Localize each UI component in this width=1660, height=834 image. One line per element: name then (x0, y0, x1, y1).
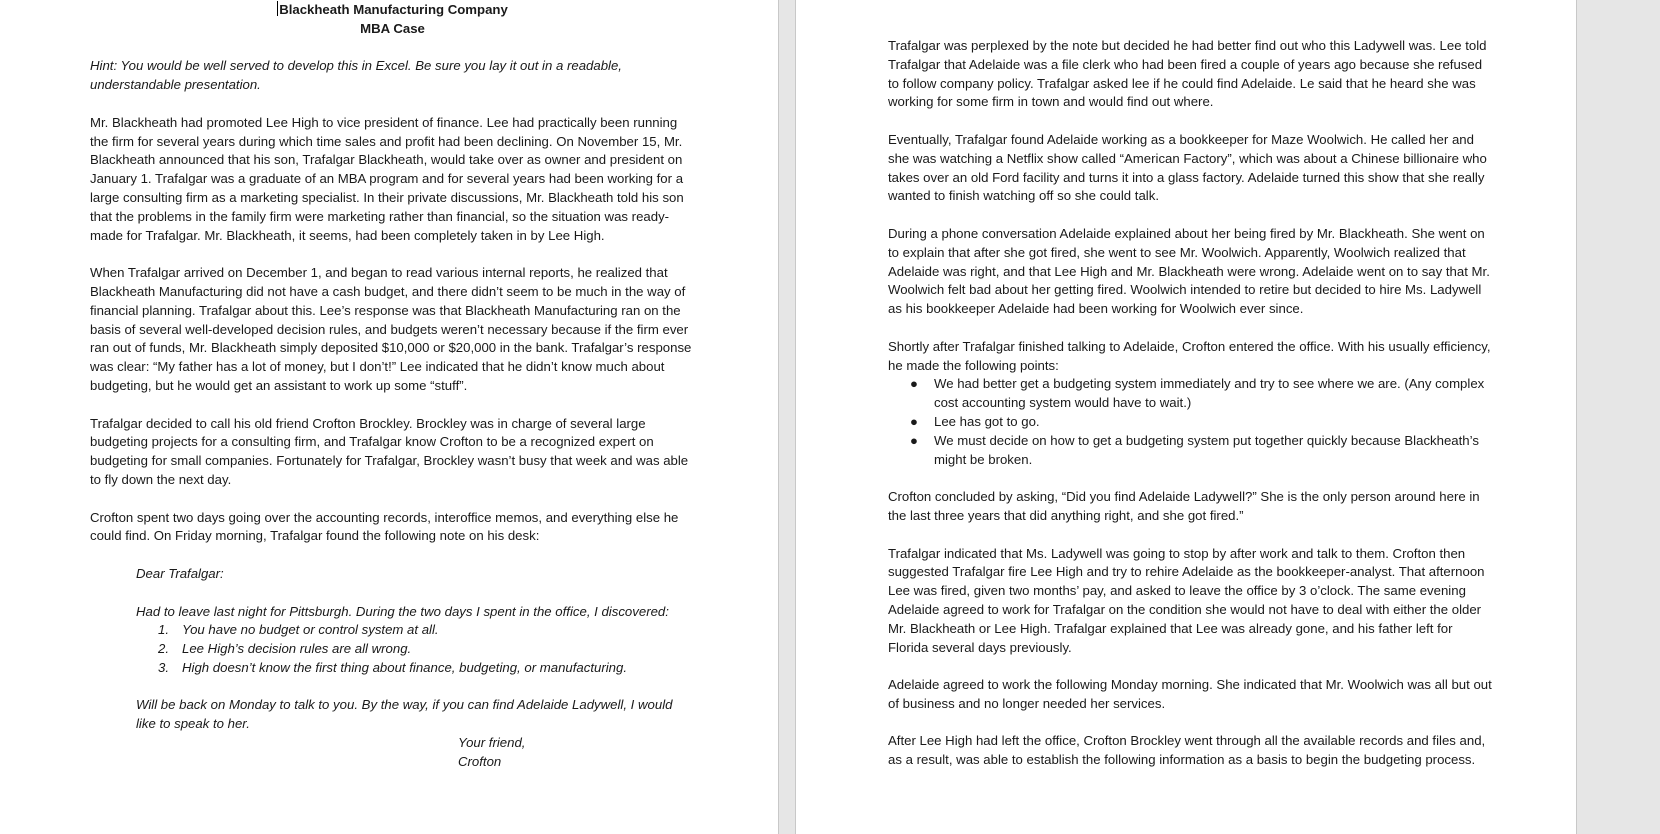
body-paragraph: After Lee High had left the office, Crofton Brockley went through all the available records and files and, as a result, was able to establish the following information as a basis to begin the budgeting process. (888, 733, 1486, 768)
bullet-text: Lee has got to go. (934, 413, 1040, 429)
document-page-2[interactable] (796, 0, 1577, 834)
body-paragraph: Mr. Blackheath had promoted Lee High to vice president of finance. Lee had practically been running the firm for several years during which time sales and profit had been declining. On November 15, Mr. Blackheath announced that his son, Trafalgar Blackheath, would take over as owner and president on January 1. Trafalgar was a graduate of an MBA program and for several years had been working for a large consulting firm as a marketing specialist. In their private discussions, Mr. Blackheath told his son that the problems in the family firm were marketing rather than financial, so the situation was ready-made for Trafalgar. Mr. Blackheath, it seems, had been completely taken in by Lee High. (90, 114, 684, 243)
list-number: 1. (158, 622, 169, 638)
body-paragraph: Trafalgar indicated that Ms. Ladywell was going to stop by after work and talk to them. Crofton then suggested Trafalgar fire Lee High and try to rehire Adelaide as the bookkeeper-analyst. That afternoon Lee was fired, given two months’ pay, and asked to leave the office by 3 o’clock. The same evening Adelaide agreed to work for Trafalgar on the condition she would not have to deal with either the older Mr. Blackheath or Lee High. Trafalgar explained that Lee was already gone, and his father left for Florida several days previously. (888, 545, 1485, 655)
letter-numbered-list (136, 621, 695, 677)
list-item (136, 640, 695, 659)
points-bullet-list (888, 375, 1495, 469)
page-gutter (778, 0, 796, 834)
list-item-text: High doesn’t know the first thing about finance, budgeting, or manufacturing. (182, 659, 627, 675)
note-letter (136, 565, 695, 734)
document-page-1[interactable] (0, 0, 778, 834)
list-number: 3. (158, 659, 169, 675)
list-item-text: Lee High’s decision rules are all wrong. (182, 641, 412, 657)
bullet-text: We must decide on how to get a budgeting system put together quickly because Blackheath’s might be broken. (934, 432, 1479, 467)
bullet-icon: ● (910, 413, 918, 429)
list-item (136, 659, 695, 678)
letter-greeting: Dear Trafalgar: (136, 565, 224, 581)
letter-signature: Crofton (458, 753, 502, 769)
spacer (90, 39, 695, 58)
body-paragraph: When Trafalgar arrived on December 1, and began to read various internal reports, he realized that Blackheath Manufacturing did not have a cash budget, and there didn’t seem to be much in the way of financial planning. Trafalgar about this. Lee’s response was that Blackheath Manufacturing ran on the basis of several well-developed decision rules, and budgets weren’t necessary because if the firm ever ran out of funds, Mr. Blackheath simply deposited $10,000 or $20,000 in the bank. Trafalgar’s response was clear: “My father has a lot of money, but I don’t!” Lee indicated that he didn’t know much about budgeting, but he would get an assistant to work up some “stuff”. (90, 265, 692, 393)
hint-paragraph: Hint: You would be well served to develop this in Excel. Be sure you lay it out in a readable, understandable presentation. (90, 58, 622, 93)
list-item-text: You have no budget or control system at all. (182, 622, 439, 638)
list-item (136, 621, 695, 640)
bullet-item (888, 375, 1495, 413)
body-paragraph: During a phone conversation Adelaide explained about her being fired by Mr. Blackheath. She went on to explain that after she got fired, she went to see Mr. Woolwich. Apparently, Woolwich realized that Adelaide was right, and that Lee High and Mr. Blackheath were wrong. Adelaide went on to say that Mr. Woolwich felt bad about her getting fired. Woolwich intended to retire but decided to hire Ms. Ladywell as his bookkeeper Adelaide had been working for Woolwich ever since. (888, 225, 1490, 317)
bullet-icon: ● (910, 376, 918, 392)
body-paragraph: Crofton concluded by asking, “Did you find Adelaide Ladywell?” She is the only person around here in the last three years that did anything right, and she got fired.” (888, 489, 1480, 523)
bullet-item (888, 413, 1495, 432)
document-title: Blackheath Manufacturing Company (279, 2, 508, 17)
list-number: 2. (158, 641, 169, 657)
bullet-text: We had better get a budgeting system immediately and try to see where we are. (Any complex cost accounting system would have to wait.) (934, 376, 1485, 411)
body-paragraph: Trafalgar was perplexed by the note but decided he had better find out who this Ladywell was. Lee told Trafalgar that Adelaide was a file clerk who had been fired a couple of years ago because she refused to follow company policy. Trafalgar asked lee if he could find Adelaide. Le said that he heard she was working for some firm in town and would find out where. (888, 38, 1487, 110)
bullet-item (888, 432, 1495, 470)
page-2-text-column[interactable] (888, 37, 1495, 789)
points-lead-paragraph: Shortly after Trafalgar finished talking to Adelaide, Crofton entered the office. With his usually efficiency, he made the following points: (888, 338, 1491, 373)
letter-intro: Had to leave last night for Pittsburgh. During the two days I spent in the office, I discovered: (136, 603, 669, 619)
bullet-icon: ● (910, 432, 918, 448)
body-paragraph: Crofton spent two days going over the accounting records, interoffice memos, and everything else he could find. On Friday morning, Trafalgar found the following note on his desk: (90, 509, 679, 544)
body-paragraph: Adelaide agreed to work the following Monday morning. She indicated that Mr. Woolwich was all but out of business and no longer needed her services. (888, 677, 1492, 711)
page-1-text-column[interactable] (90, 1, 695, 772)
letter-signoff: Your friend, (458, 735, 526, 751)
letter-closing: Will be back on Monday to talk to you. By the way, if you can find Adelaide Ladywell, I would like to speak to her. (136, 697, 673, 732)
document-subtitle: MBA Case (360, 20, 425, 36)
body-paragraph: Eventually, Trafalgar found Adelaide working as a bookkeeper for Maze Woolwich. He called her and she was watching a Netflix show called “American Factory”, which was about a Chinese billionaire who takes over an old Ford facility and turns it into a glass factory. Adelaide turned this show that she really wanted to finish watching off so she could talk. (888, 131, 1487, 204)
body-paragraph: Trafalgar decided to call his old friend Crofton Brockley. Brockley was in charge of several large budgeting projects for a consulting firm, and Trafalgar know Crofton to be a recognized expert on budgeting for small companies. Fortunately for Trafalgar, Brockley wasn’t busy that week and was able to fly down the next day. (90, 415, 689, 487)
